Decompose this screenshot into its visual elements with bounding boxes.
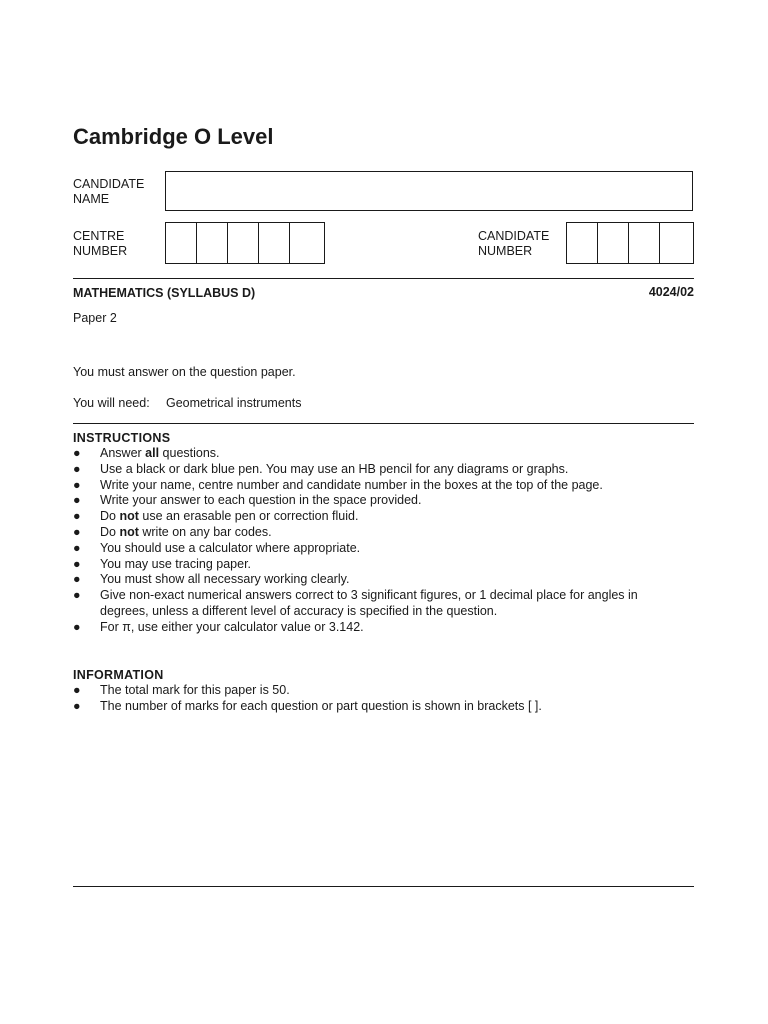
- list-item: ● Write your answer to each question in the space provided.: [73, 493, 422, 508]
- list-item: ● You may use tracing paper.: [73, 556, 252, 571]
- list-item: ● Use a black or dark blue pen. You may use an HB pencil for any diagrams or graphs.: [73, 461, 569, 476]
- paper-code: 4024/02: [648, 285, 694, 299]
- you-will-need-value: Geometrical instruments: [166, 396, 302, 410]
- you-will-need-label: You will need:: [73, 396, 150, 410]
- list-item: ● You must show all necessary working clearly.: [73, 572, 350, 587]
- list-item: ● Do not write on any bar codes.: [73, 524, 272, 539]
- bullet-icon: ●: [73, 572, 81, 587]
- list-item: ● Answer all questions.: [73, 446, 220, 460]
- bullet-icon: ●: [73, 524, 81, 539]
- bullet-icon: ●: [73, 509, 81, 524]
- answer-note: You must answer on the question paper.: [73, 365, 296, 379]
- centre-number-digit-box[interactable]: [290, 223, 321, 263]
- bullet-icon: ●: [73, 446, 81, 460]
- candidate-number-digit-box[interactable]: [629, 223, 660, 263]
- instructions-list: [73, 446, 673, 636]
- candidate-number-digit-box[interactable]: [567, 223, 598, 263]
- centre-number-digit-box[interactable]: [228, 223, 259, 263]
- divider: [73, 278, 694, 279]
- bullet-icon: ●: [73, 588, 81, 603]
- list-item: ● Do not use an erasable pen or correction fluid.: [73, 509, 359, 524]
- centre-number-digit-box[interactable]: [197, 223, 228, 263]
- list-item: ● Write your name, centre number and candidate number in the boxes at the top of the page.: [73, 477, 603, 492]
- bullet-icon: ●: [73, 619, 81, 634]
- bullet-icon: ●: [73, 556, 81, 571]
- bullet-icon: ●: [73, 461, 81, 476]
- list-item: ● Give non-exact numerical answers correct to 3 significant figures, or 1 decimal place for angles in degrees, unless a different level of accuracy is specified in the question.: [73, 588, 638, 618]
- list-item: ● The total mark for this paper is 50.: [73, 683, 290, 697]
- centre-number-digit-box[interactable]: [166, 223, 197, 263]
- information-list: [73, 683, 673, 715]
- candidate-number-boxes[interactable]: [566, 222, 694, 264]
- candidate-number-digit-box[interactable]: [598, 223, 629, 263]
- list-item: ● The number of marks for each question or part question is shown in brackets [ ].: [73, 698, 542, 713]
- bullet-icon: ●: [73, 683, 81, 697]
- bullet-icon: ●: [73, 540, 81, 555]
- page-title: Cambridge O Level: [73, 124, 274, 149]
- bullet-icon: ●: [73, 698, 81, 713]
- list-item: ● For π, use either your calculator value or 3.142.: [73, 619, 364, 634]
- candidate-number-label: CANDIDATE NUMBER: [478, 229, 550, 258]
- bullet-icon: ●: [73, 493, 81, 508]
- list-item: ● You should use a calculator where appropriate.: [73, 540, 361, 555]
- bullet-icon: ●: [73, 477, 81, 492]
- candidate-name-box[interactable]: [165, 171, 693, 211]
- candidate-number-digit-box[interactable]: [660, 223, 691, 263]
- subject-title: MATHEMATICS (SYLLABUS D): [73, 286, 256, 300]
- footer-divider: [73, 886, 694, 887]
- candidate-name-label: CANDIDATE NAME: [73, 177, 145, 206]
- divider: [73, 423, 694, 424]
- centre-number-digit-box[interactable]: [259, 223, 290, 263]
- centre-number-boxes[interactable]: [165, 222, 325, 264]
- information-heading: INFORMATION: [73, 668, 164, 682]
- paper-number: Paper 2: [73, 311, 117, 325]
- centre-number-label: CENTRE NUMBER: [73, 229, 128, 258]
- instructions-heading: INSTRUCTIONS: [73, 431, 171, 445]
